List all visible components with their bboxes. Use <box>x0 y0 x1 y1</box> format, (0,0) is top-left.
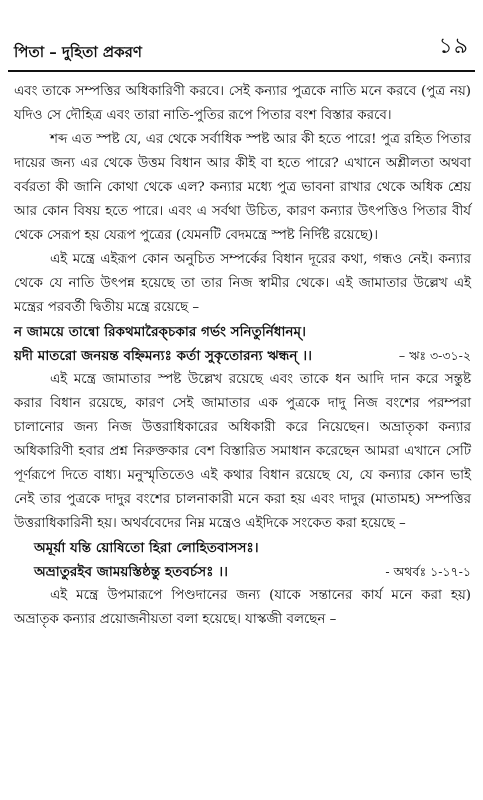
paragraph-3: এই মন্ত্রে এইরূপ কোন অনুচিত সম্পর্কের বিধান দূরের কথা, গন্ধও নেই। কন্যার থেকে যে নাতি উৎপন্ন হয়েছে তা তার নিজ স্বামীর থেকে। এই জামাতার উল্লেখ এই মন্ত্রের পরবর্তী দ্বিতীয় মন্ত্রে রয়েছে – <box>14 252 471 315</box>
page-header <box>14 34 469 66</box>
rigveda-verse <box>14 320 471 368</box>
atharva-verse <box>14 536 471 584</box>
atharva-verse-line-2: অভ্রাতুরইব জাময়স্তিষ্ঠন্তু হতবর্চসঃ ।। <box>34 564 228 580</box>
rigveda-verse-line-2: য়দী মাতরো জনয়ন্ত বহ্নিমন্যঃ কর্তা সুকৃতোরন্য ঋন্ধন্ ।। <box>14 348 312 364</box>
header-rule <box>8 70 475 72</box>
atharva-verse-row-2 <box>14 560 471 584</box>
running-title: পিতা – দুহিতা প্রকরণ <box>14 43 142 61</box>
atharva-citation: - অথর্বঃ ১-১৭-১ <box>385 564 471 579</box>
rigveda-verse-line-1: ন জাময়ে তান্বো রিকথমারৈক্চকার গর্ভং সনিতুর্নিধানম্। <box>14 324 306 340</box>
paragraph-1: এবং তাকে সম্পত্তির অধিকারিণী করবে। সেই কন্যার পুত্রকে নাতি মনে করবে (পুত্র নয়) যদিও সে দৌহিত্র এবং তারা নাতি-পুতির রূপে পিতার বংশ বিস্তার করবে। <box>14 84 471 123</box>
rigveda-verse-row-2 <box>14 344 471 368</box>
atharva-verse-line-1: অমূর্য়া যন্তি য়োষিতো হিরা লোহিতবাসসঃ। <box>34 540 259 556</box>
paragraph-4: এই মন্ত্রে জামাতার স্পষ্ট উল্লেখ রয়েছে এবং তাকে ধন আদি দান করে সন্তুষ্ট করার বিধান রয়েছে, কারণ সেই জামাতার এক পুত্রকে দাদু নিজ বংশের পরম্পরা চালানোর জন্য নিজ উত্তরাধিকারের অধিকারী করে নিয়েছেন। অভ্রাতৃকা কন্যার অধিকারিণী হবার প্রশ্ন নিরুক্তকার বেশ বিস্তারিত সমাধান করেছেন আমরা এখানে সেটি পূর্ণরূপে দিতে বাধ্য। মনুস্মৃতিতেও এই কথার বিধান রয়েছে যে, যে কন্যার কোন ভাই নেই তার পুত্রকে দাদুর বংশের চালনাকারী মনে করা হয় এবং দাদুর (মাতামহ) সম্পত্তির উত্তরাধিকারিনী হয়। অথর্ববেদের নিম্ন মন্ত্রেও এইদিকে সংকেত করা হয়েছে – <box>14 372 471 531</box>
page-body <box>14 80 471 632</box>
paragraph-5: এই মন্ত্রে উপমারূপে পিণ্ডদানের জন্য (যাকে সন্তানের কার্য মনে করা হয়) অভ্রাতৃক কন্যার প্রয়োজনীয়তা বলা হয়েছে। যাস্কজী বলছেন – <box>14 588 471 627</box>
rigveda-citation: – ঋঃ ৩-৩১-২ <box>398 348 471 363</box>
paragraph-2: শব্দ এত স্পষ্ট যে, এর থেকে সর্বাধিক স্পষ্ট আর কী হতে পারে! পুত্র রহিত পিতার দায়ের জন্য এর থেকে উত্তম বিধান আর কীই বা হতে পারে? এখানে অশ্লীলতা অথবা বর্বরতা কী জানি কোথা থেকে এল? কন্যার মধ্যে পুত্র ভাবনা রাখার থেকে অধিক শ্রেয় আর কোন বিষয় হতে পারে। এবং এ সর্বথা উচিত, কারণ কন্যার উৎপত্তিও পিতার বীর্য থেকে সেরূপ হয় যেরূপ পুত্রের (যেমনটি বেদমন্ত্রে স্পষ্ট নির্দিষ্ট রয়েছে)। <box>14 132 471 243</box>
page-number: ১৯ <box>438 34 469 59</box>
